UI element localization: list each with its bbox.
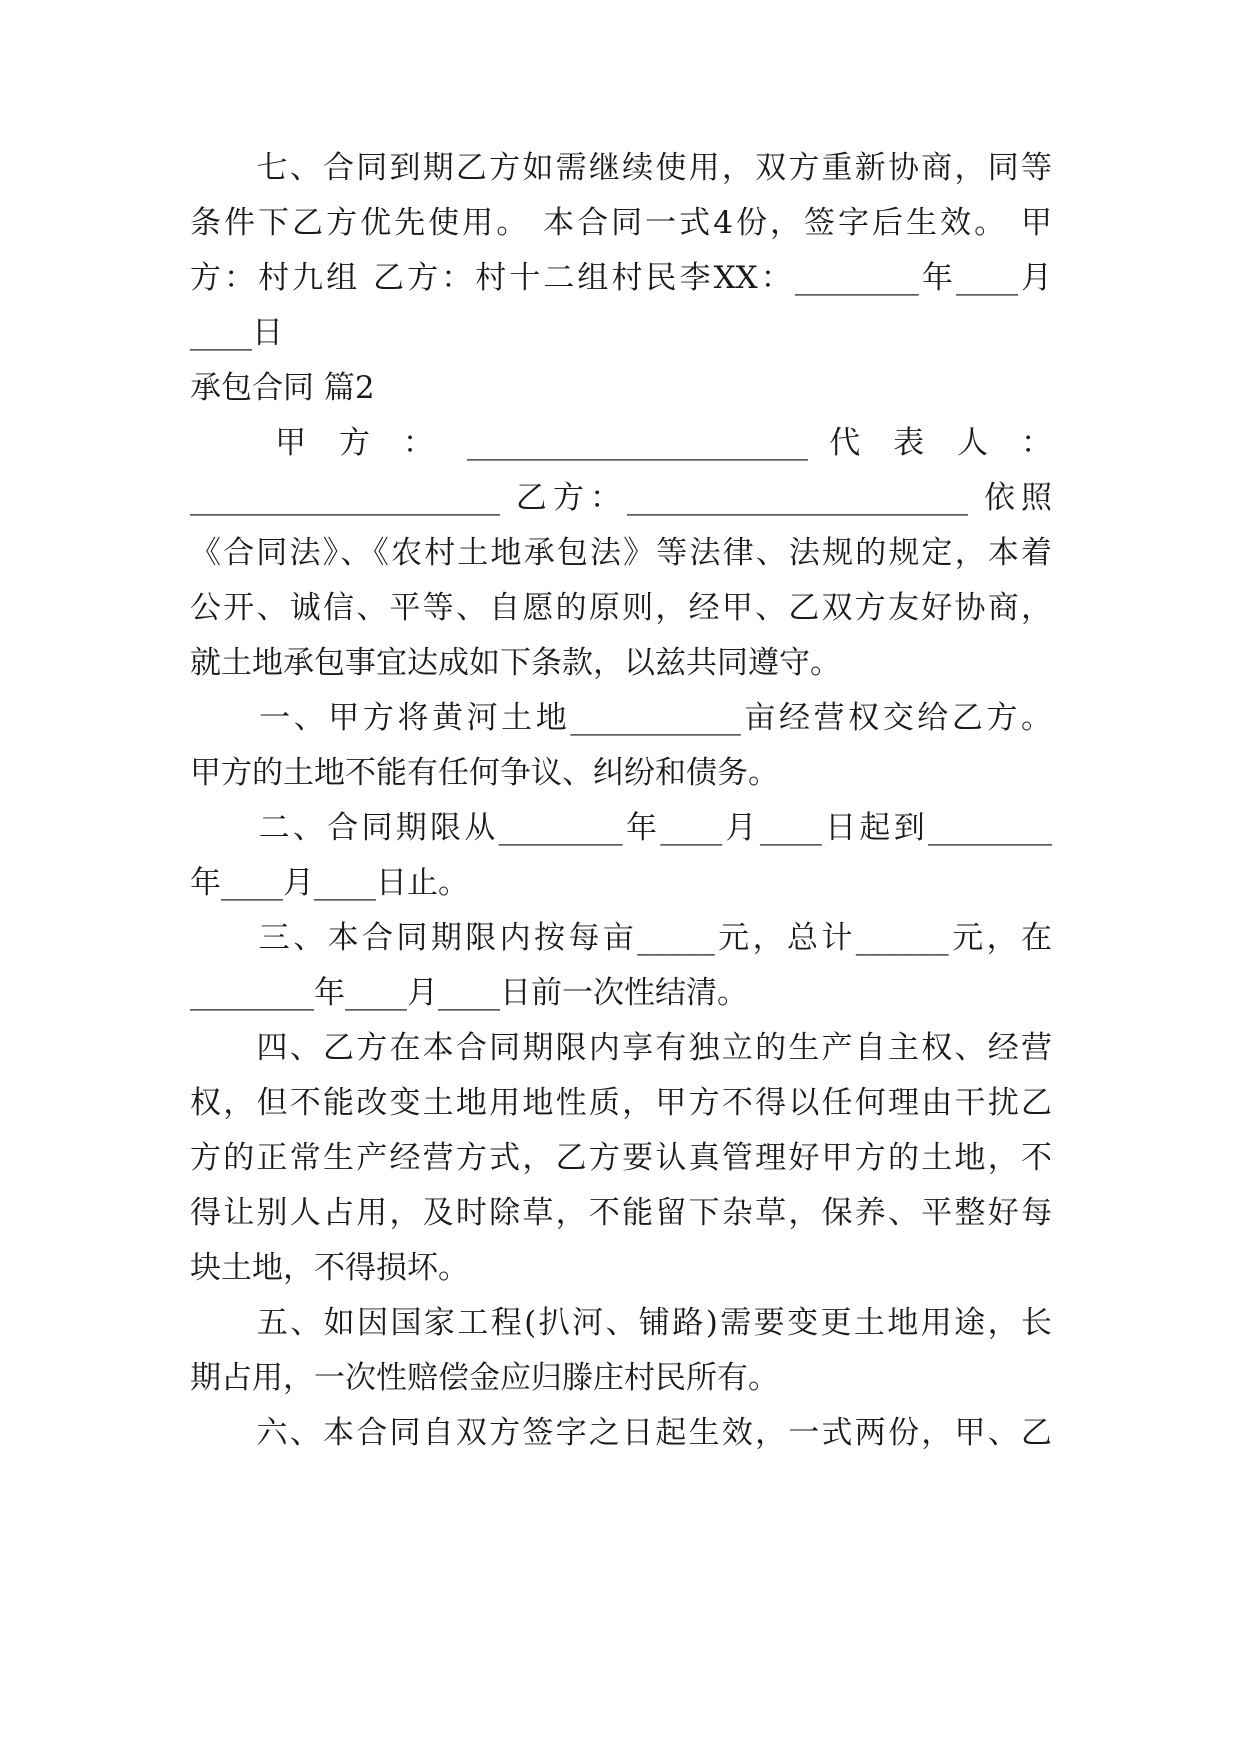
paragraph-line: 六、本合同自双方签字之日起生效，一式两份，甲、乙 bbox=[190, 1415, 1052, 1451]
paragraph-line: ____日 bbox=[190, 315, 283, 351]
paragraph-line: 四、乙方在本合同期限内享有独立的生产自主权、经营 bbox=[190, 1030, 1052, 1066]
paragraph-line: 方的正常生产经营方式，乙方要认真管理好甲方的土地，不 bbox=[190, 1140, 1052, 1176]
paragraph-line: 方：村九组 乙方：村十二组村民李XX：________年____月 bbox=[190, 260, 1052, 296]
paragraph-line: 一、甲方将黄河土地___________亩经营权交给乙方。 bbox=[190, 700, 1052, 736]
paragraph-line: 块土地，不得损坏。 bbox=[190, 1250, 469, 1286]
section-heading: 承包合同 篇2 bbox=[190, 370, 375, 406]
paragraph-line: 权，但不能改变土地用地性质，甲方不得以任何理由干扰乙 bbox=[190, 1085, 1052, 1121]
paragraph-line: 得让别人占用，及时除草，不能留下杂草，保养、平整好每 bbox=[190, 1195, 1052, 1231]
paragraph-line: 就土地承包事宜达成如下条款，以兹共同遵守。 bbox=[190, 645, 841, 681]
paragraph-line: ____________________ 乙方：______________________ 依照 bbox=[190, 480, 1052, 516]
paragraph-line: 甲方的土地不能有任何争议、纠纷和债务。 bbox=[190, 755, 779, 791]
paragraph-line: 七、合同到期乙方如需继续使用，双方重新协商，同等 bbox=[190, 150, 1052, 186]
paragraph-line: 三、本合同期限内按每亩_____元，总计______元，在 bbox=[190, 920, 1052, 956]
paragraph-line: 条件下乙方优先使用。 本合同一式4份，签字后生效。 甲 bbox=[190, 205, 1052, 241]
paragraph-line: 期占用，一次性赔偿金应归滕庄村民所有。 bbox=[190, 1360, 779, 1396]
paragraph-line: 年____月____日止。 bbox=[190, 865, 469, 901]
paragraph-line: 公开、诚信、平等、自愿的原则，经甲、乙双方友好协商， bbox=[190, 590, 1052, 626]
paragraph-line: 《合同法》、《农村土地承包法》等法律、法规的规定，本着 bbox=[190, 535, 1052, 571]
paragraph-line: ________年____月____日前一次性结清。 bbox=[190, 975, 748, 1011]
paragraph-line: 五、如因国家工程(扒河、铺路)需要变更土地用途，长 bbox=[190, 1305, 1052, 1341]
paragraph-line: 甲 方 ： ______________________ 代 表 人 ： bbox=[190, 425, 1052, 461]
paragraph-line: 二、合同期限从________年____月____日起到________ bbox=[190, 810, 1052, 846]
